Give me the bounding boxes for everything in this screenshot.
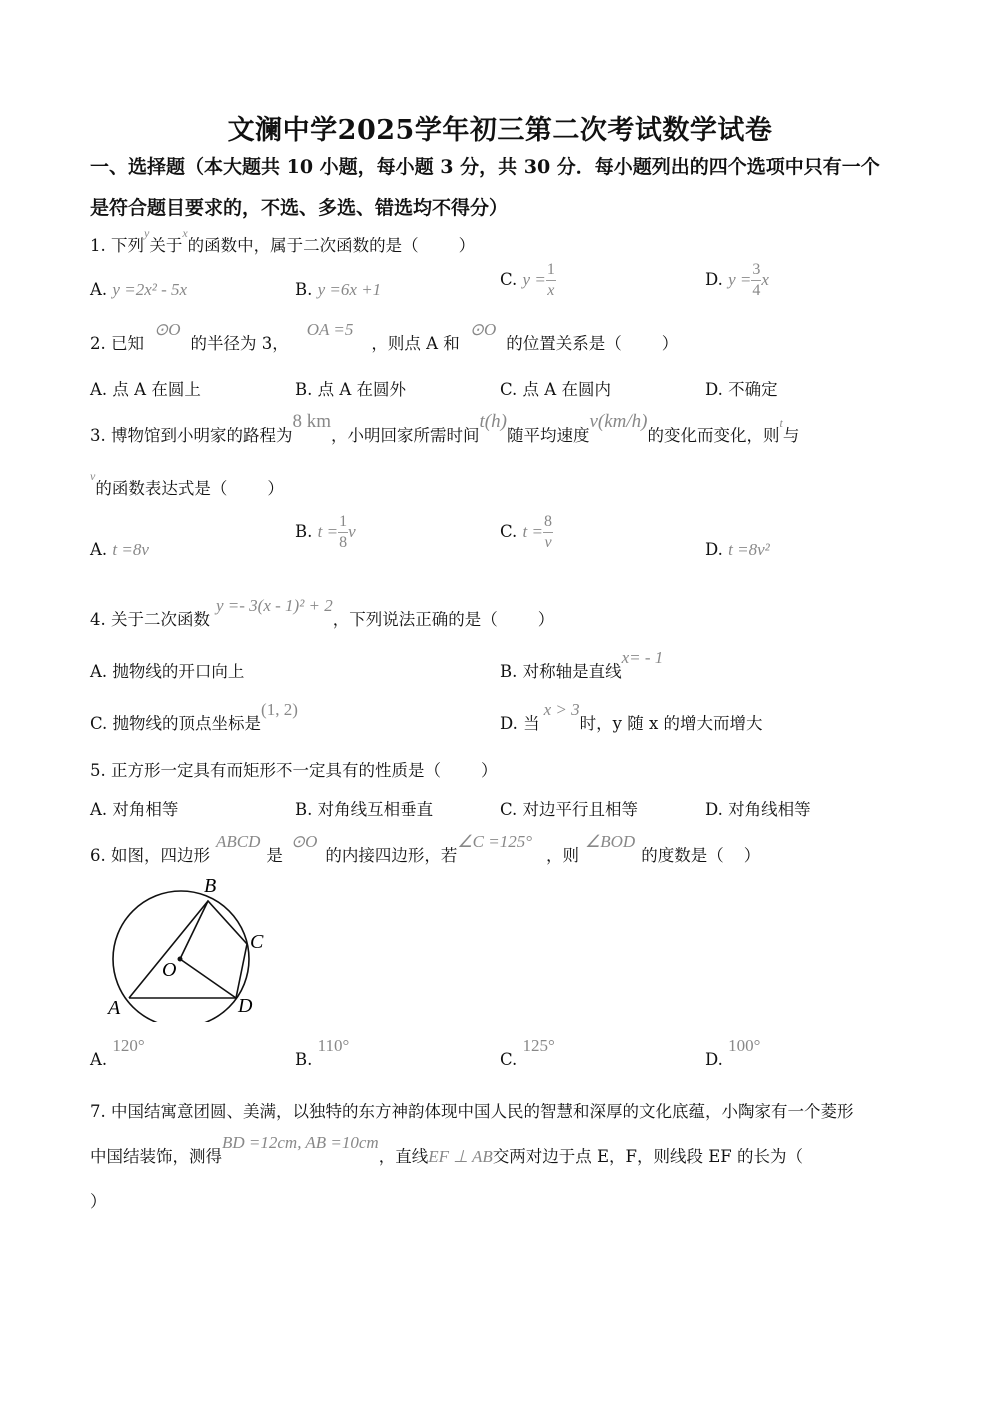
q4-option-b[interactable]: B. 对称轴是直线x= - 1: [500, 648, 664, 681]
question-5-stem: 5. 正方形一定具有而矩形不一定具有的性质是（ ）: [90, 761, 498, 780]
q6-option-a[interactable]: A. 120°: [90, 1036, 145, 1069]
svg-text:O: O: [162, 959, 177, 981]
q2-option-b[interactable]: B. 点 A 在圆外: [295, 380, 407, 399]
q3-option-d[interactable]: D. t =8v²: [705, 540, 770, 559]
section-header-line1: 一、选择题（本大题共 10 小题，每小题 3 分，共 30 分．每小题列出的四个选项中只有一个: [90, 156, 880, 178]
quadrilateral-abcd: [129, 901, 247, 998]
q1-option-b[interactable]: B. y =6x +1: [295, 280, 382, 299]
center-point-o: [178, 957, 183, 962]
q1-option-a[interactable]: A. y =2x² - 5x: [90, 280, 188, 299]
q1-option-c[interactable]: C. y = $\frac{1}{x}$: [500, 261, 555, 299]
svg-text:D: D: [238, 995, 253, 1017]
question-3-stem: 3. 博物馆到小明家的路程为8 km，小明回家所需时间t(h)随平均速度v(km/h)的变化而变化，则$^t$与: [90, 411, 800, 445]
q4-option-a[interactable]: A. 抛物线的开口向上: [90, 662, 245, 681]
question-7-stem-line2: 中国结装饰，测得BD =12cm, AB =10cm，直线EF ⊥ AB交两对边于点 E，F，则线段 EF 的长为（: [90, 1133, 803, 1166]
q1-option-d[interactable]: D. y = $\frac{3}{4}$ x: [705, 261, 769, 299]
q2-option-c[interactable]: C. 点 A 在圆内: [500, 380, 611, 399]
q3-option-c[interactable]: C. t = $\frac{8}{v}$: [500, 513, 552, 551]
question-2-stem: 2. 已知⊙O的半径为 3，OA =5，则点 A 和⊙O的位置关系是（ ）: [90, 320, 679, 353]
question-7-stem-line3: ）: [90, 1192, 107, 1211]
q5-option-a[interactable]: A. 对角相等: [90, 800, 179, 819]
question-4-stem: 4. 关于二次函数y =- 3(x - 1)² + 2，下列说法正确的是（ ）: [90, 596, 555, 629]
q2-option-a[interactable]: A. 点 A 在圆上: [90, 380, 201, 399]
q5-option-b[interactable]: B. 对角线互相垂直: [295, 800, 434, 819]
q3-option-b[interactable]: B. t = $\frac{1}{8}$ v: [295, 513, 356, 551]
q2-option-d[interactable]: D. 不确定: [705, 380, 778, 399]
q3-option-a[interactable]: A. t =8v: [90, 540, 149, 559]
circle-quadrilateral-figure: [100, 872, 290, 1022]
segment-od: [180, 959, 236, 998]
question-7-stem-line1: 7. 中国结寓意团圆、美满，以独特的东方神韵体现中国人民的智慧和深厚的文化底蕴，小陶家有一个菱形: [90, 1102, 854, 1121]
q6-option-d[interactable]: D. 100°: [705, 1036, 761, 1069]
q4-option-d[interactable]: D. 当x > 3时，y 随 x 的增大而增大: [500, 700, 763, 733]
q5-option-c[interactable]: C. 对边平行且相等: [500, 800, 639, 819]
section-header-line2: 是符合题目要求的，不选、多选、错选均不得分）: [90, 197, 509, 219]
svg-text:A: A: [108, 997, 121, 1019]
question-6-stem: 6. 如图，四边形ABCD是⊙O的内接四边形，若∠C =125°，则∠BOD的度数是（ ）: [90, 832, 761, 865]
svg-text:B: B: [204, 875, 217, 897]
q6-option-b[interactable]: B. 110°: [295, 1036, 350, 1069]
question-1-stem: 1. 下列$^y$关于$^x$的函数中，属于二次函数的是（ ）: [90, 226, 476, 255]
q5-option-d[interactable]: D. 对角线相等: [705, 800, 811, 819]
q4-option-c[interactable]: C. 抛物线的顶点坐标是(1, 2): [90, 700, 298, 733]
q6-option-c[interactable]: C. 125°: [500, 1036, 555, 1069]
question-3-stem-line2: $^v$的函数表达式是（ ）: [90, 469, 284, 498]
svg-text:C: C: [250, 931, 264, 953]
exam-title: 文澜中学2025学年初三第二次考试数学试卷: [227, 115, 773, 146]
